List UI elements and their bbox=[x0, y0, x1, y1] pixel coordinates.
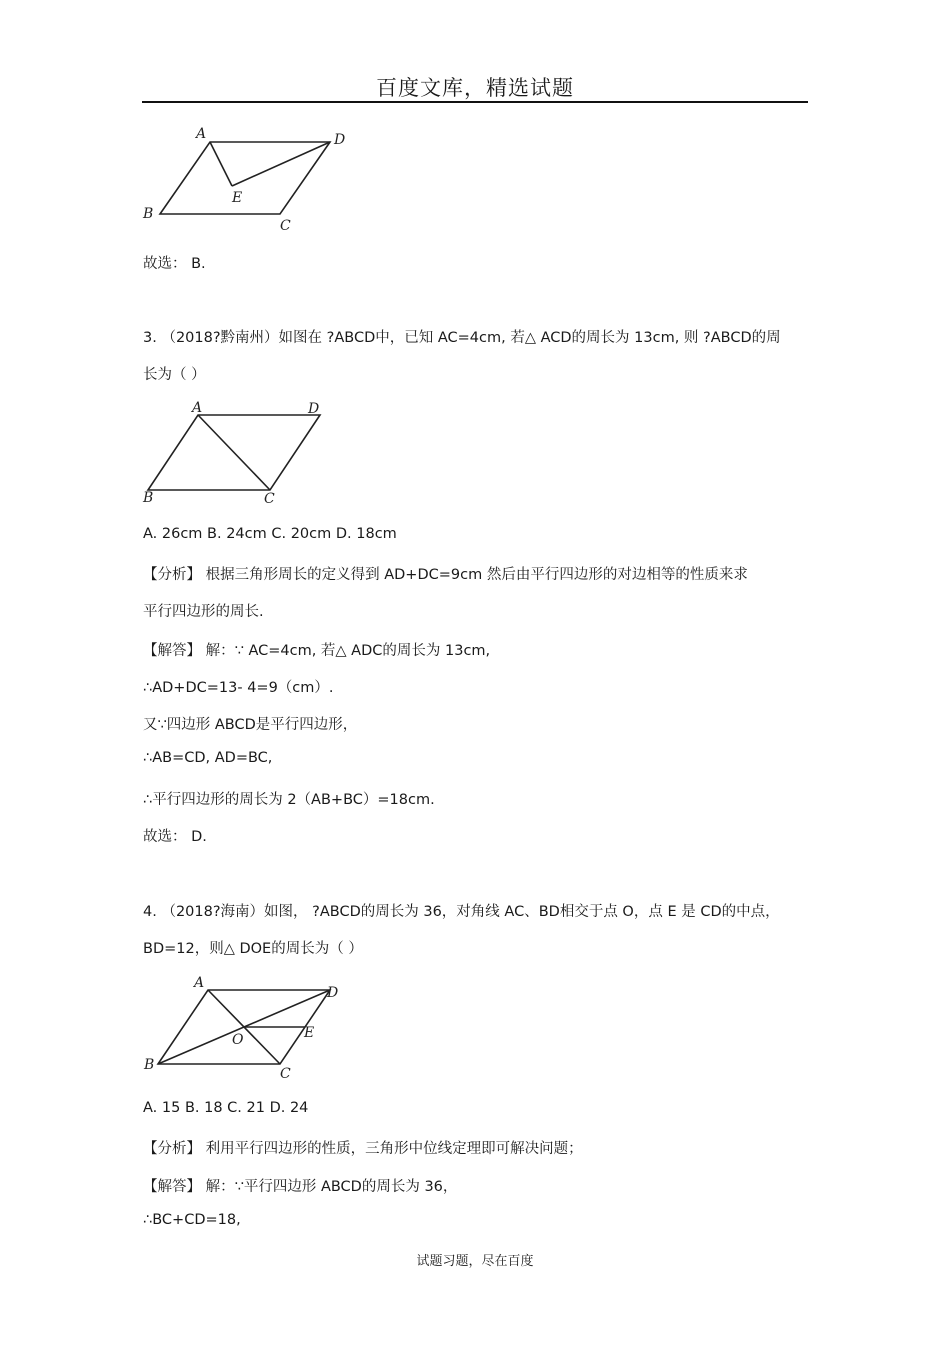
segment-ae bbox=[210, 142, 232, 186]
label-a: A bbox=[192, 400, 203, 416]
label-b: B bbox=[143, 490, 154, 506]
q3-options: A. 26cm B. 24cm C. 20cm D. 18cm bbox=[143, 526, 397, 542]
q3-solution-line2: ∴AD+DC=13- 4=9（cm）. bbox=[143, 680, 334, 696]
label-d: D bbox=[334, 132, 346, 148]
figure-abcd-oe bbox=[140, 972, 355, 1082]
q3-analysis-line1: 【分析】 根据三角形周长的定义得到 AD+DC=9cm 然后由平行四边形的对边相等的性质来求 bbox=[143, 567, 748, 583]
q4-solution-line2: ∴BC+CD=18, bbox=[143, 1212, 241, 1228]
q4-solution-line1: 【解答】 解：∵平行四边形 ABCD的周长为 36， bbox=[143, 1179, 458, 1195]
q4-stem-line2: BD=12，则△ DOE的周长为（ ） bbox=[143, 941, 363, 957]
q3-solution-line4: ∴AB=CD, AD=BC, bbox=[143, 750, 273, 766]
q3-solution-line3: 又∵四边形 ABCD是平行四边形， bbox=[143, 717, 358, 733]
q3-solution-line5: ∴平行四边形的周长为 2（AB+BC）=18cm. bbox=[143, 792, 435, 808]
label-o: O bbox=[232, 1032, 244, 1048]
q2-answer: 故选： B. bbox=[143, 256, 206, 272]
label-d: D bbox=[308, 401, 320, 417]
figure-abcd-ac bbox=[140, 398, 340, 510]
label-a: A bbox=[196, 126, 207, 142]
label-e: E bbox=[304, 1025, 315, 1041]
q3-solution-line1: 【解答】 解：∵ AC=4cm, 若△ ADC的周长为 13cm, bbox=[143, 643, 491, 659]
figure-abcd-e bbox=[140, 122, 355, 234]
q4-analysis: 【分析】 利用平行四边形的性质，三角形中位线定理即可解决问题； bbox=[143, 1141, 583, 1157]
q3-analysis-line2: 平行四边形的周长. bbox=[143, 604, 264, 620]
label-b: B bbox=[144, 1057, 155, 1073]
q4-stem-line1: 4. （2018?海南）如图， ?ABCD的周长为 36，对角线 AC、BD相交于点 O，点 E 是 CD的中点， bbox=[143, 904, 780, 920]
q3-stem-line2: 长为（ ） bbox=[143, 367, 206, 383]
label-e: E bbox=[232, 190, 243, 206]
diagonal-ac bbox=[198, 415, 270, 490]
q3-stem-line1: 3. （2018?黔南州）如图在 ?ABCD中，已知 AC=4cm, 若△ ACD的周长为 13cm, 则 ?ABCD的周 bbox=[143, 330, 781, 346]
label-c: C bbox=[264, 491, 275, 507]
label-c: C bbox=[280, 1066, 291, 1082]
header-rule bbox=[142, 101, 808, 103]
q4-options: A. 15 B. 18 C. 21 D. 24 bbox=[143, 1100, 309, 1116]
page-footer: 试题习题，尽在百度 bbox=[416, 1254, 534, 1269]
label-b: B bbox=[143, 206, 154, 222]
page-header-title: 百度文库，精选试题 bbox=[376, 76, 574, 100]
label-a: A bbox=[194, 975, 205, 991]
label-c: C bbox=[280, 218, 291, 234]
label-d: D bbox=[327, 985, 339, 1001]
q3-answer: 故选： D. bbox=[143, 829, 207, 845]
